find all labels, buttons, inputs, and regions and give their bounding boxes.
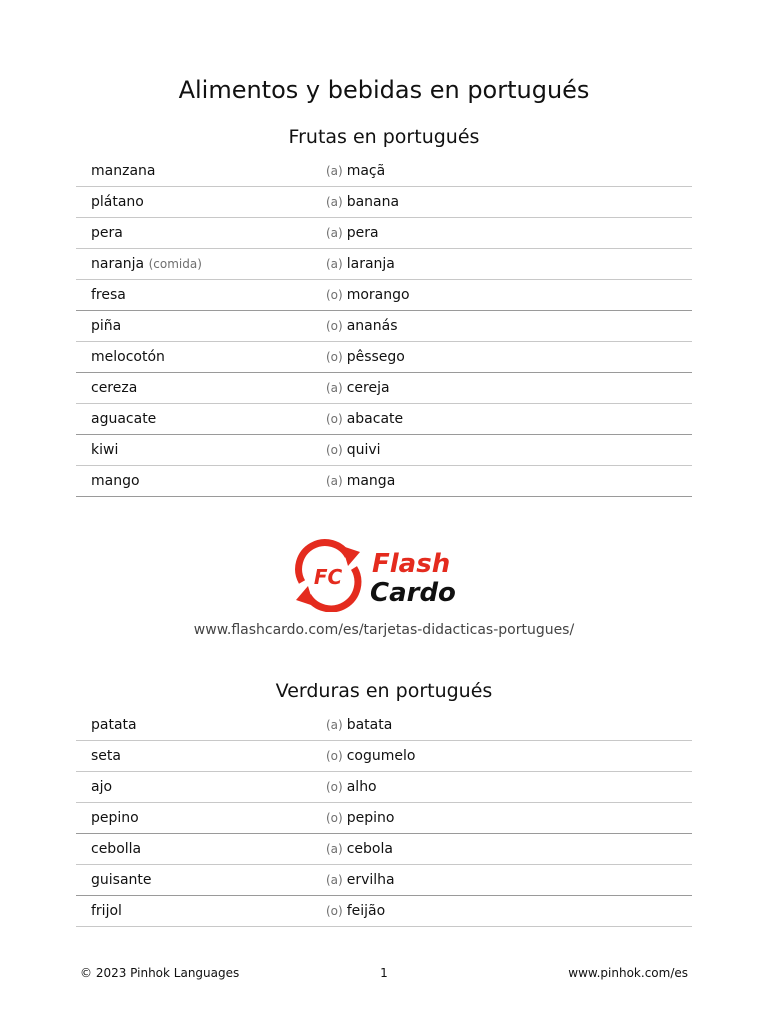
page-number: 1 xyxy=(380,966,388,980)
table-row xyxy=(76,466,692,497)
fruits-table xyxy=(76,156,692,497)
portuguese-word: (a) laranja xyxy=(326,256,395,272)
table-row xyxy=(76,710,692,741)
spanish-word: fresa xyxy=(91,287,126,303)
spanish-word: kiwi xyxy=(91,442,119,458)
article: (o) xyxy=(326,904,343,918)
spanish-word: plátano xyxy=(91,194,144,210)
article: (o) xyxy=(326,780,343,794)
article: (a) xyxy=(326,195,343,209)
vegetables-heading: Verduras en portugués xyxy=(275,680,493,702)
table-row xyxy=(76,373,692,404)
portuguese-word: (a) ervilha xyxy=(326,872,395,888)
portuguese-word: (a) cebola xyxy=(326,841,393,857)
spanish-word: frijol xyxy=(91,903,122,919)
table-row xyxy=(76,803,692,834)
article: (o) xyxy=(326,350,343,364)
flashcardo-link[interactable]: www.flashcardo.com/es/tarjetas-didacticas-portugues/ xyxy=(193,622,575,638)
article: (o) xyxy=(326,443,343,457)
article: (a) xyxy=(326,226,343,240)
spanish-word: seta xyxy=(91,748,121,764)
flashcardo-logo[interactable] xyxy=(290,538,480,612)
portuguese-word: (o) morango xyxy=(326,287,410,303)
portuguese-word: (o) pepino xyxy=(326,810,395,826)
portuguese-word: (o) feijão xyxy=(326,903,386,919)
logo-mark: FC xyxy=(313,565,343,589)
spanish-word: melocotón xyxy=(91,349,165,365)
spanish-word: cereza xyxy=(91,380,138,396)
table-row xyxy=(76,187,692,218)
fruits-heading: Frutas en portugués xyxy=(288,126,480,148)
article: (a) xyxy=(326,474,343,488)
table-row xyxy=(76,342,692,373)
portuguese-word: (a) maçã xyxy=(326,163,386,179)
spanish-word: patata xyxy=(91,717,137,733)
flashcardo-logo-icon xyxy=(290,538,480,612)
table-row xyxy=(76,772,692,803)
table-row xyxy=(76,865,692,896)
portuguese-word: (o) pêssego xyxy=(326,349,405,365)
spanish-word: naranja (comida) xyxy=(91,256,202,272)
page-title: Alimentos y bebidas en portugués xyxy=(178,76,590,104)
table-row xyxy=(76,404,692,435)
portuguese-word: (a) pera xyxy=(326,225,379,241)
portuguese-word: (o) abacate xyxy=(326,411,404,427)
logo-line1: Flash xyxy=(372,549,451,579)
portuguese-word: (o) alho xyxy=(326,779,377,795)
usage-note: (comida) xyxy=(148,257,202,271)
portuguese-word: (a) cereja xyxy=(326,380,390,396)
logo-line2: Cardo xyxy=(370,578,456,608)
article: (a) xyxy=(326,381,343,395)
table-row xyxy=(76,311,692,342)
portuguese-word: (o) cogumelo xyxy=(326,748,416,764)
footer-link[interactable]: www.pinhok.com/es xyxy=(568,966,688,980)
article: (o) xyxy=(326,811,343,825)
spanish-word: manzana xyxy=(91,163,156,179)
spanish-word: mango xyxy=(91,473,140,489)
article: (a) xyxy=(326,718,343,732)
spanish-word: ajo xyxy=(91,779,113,795)
article: (a) xyxy=(326,873,343,887)
article: (a) xyxy=(326,164,343,178)
page-footer xyxy=(80,963,688,983)
article: (o) xyxy=(326,749,343,763)
portuguese-word: (a) batata xyxy=(326,717,393,733)
portuguese-word: (a) manga xyxy=(326,473,396,489)
table-row xyxy=(76,280,692,311)
spanish-word: piña xyxy=(91,318,122,334)
article: (o) xyxy=(326,412,343,426)
article: (o) xyxy=(326,288,343,302)
article: (a) xyxy=(326,842,343,856)
spanish-word: pera xyxy=(91,225,123,241)
portuguese-word: (o) ananás xyxy=(326,318,398,334)
spanish-word: guisante xyxy=(91,872,152,888)
table-row xyxy=(76,896,692,927)
portuguese-word: (o) quivi xyxy=(326,442,381,458)
spanish-word: cebolla xyxy=(91,841,142,857)
vegetables-table xyxy=(76,710,692,927)
table-row xyxy=(76,834,692,865)
copyright: © 2023 Pinhok Languages xyxy=(80,966,240,980)
spanish-word: pepino xyxy=(91,810,139,826)
table-row xyxy=(76,741,692,772)
spanish-word: aguacate xyxy=(91,411,157,427)
article: (o) xyxy=(326,319,343,333)
table-row xyxy=(76,249,692,280)
table-row xyxy=(76,156,692,187)
article: (a) xyxy=(326,257,343,271)
table-row xyxy=(76,218,692,249)
portuguese-word: (a) banana xyxy=(326,194,400,210)
table-row xyxy=(76,435,692,466)
